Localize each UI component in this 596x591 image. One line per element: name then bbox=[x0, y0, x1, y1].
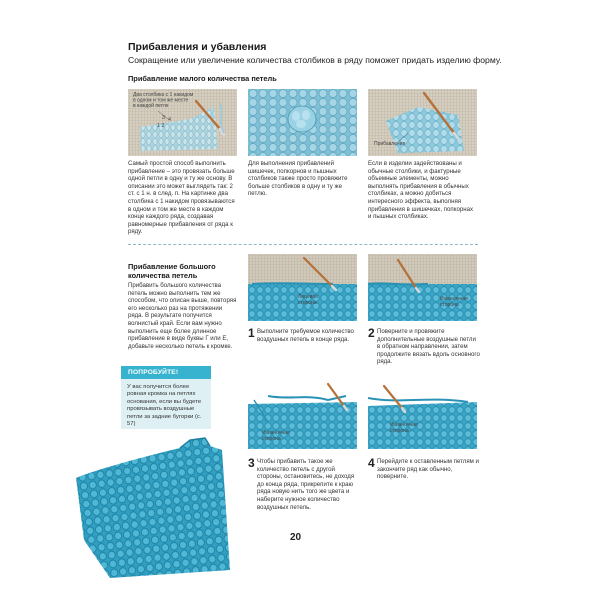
photo6-label-line-1: Изнаночная bbox=[262, 430, 290, 436]
tip-title: ПОПРОБУЙТЕ! bbox=[121, 366, 211, 379]
photo1-label-line-2: в одном и том же месте bbox=[133, 97, 189, 104]
photo-step-4 bbox=[368, 382, 477, 449]
step-3-text: Чтобы прибавить такое же количество петель с другой стороны, остановитесь, не доходя до конца ряда, прикрепите к краю ряда новую нить того же цвета и наберите нужное количество воздушных петель. bbox=[257, 458, 355, 511]
step-1 bbox=[248, 328, 360, 343]
page-heading: Прибавления и убавления bbox=[128, 41, 267, 53]
svg-text:4: 4 bbox=[168, 117, 171, 123]
lead-paragraph: Сокращение или увеличение количества столбиков в ряду поможет придать изделию форму. bbox=[128, 55, 502, 65]
step-2-number: 2 bbox=[368, 326, 375, 340]
step-4-text: Перейдите к оставленным петлям и закончите ряд как обычно, поверните. bbox=[377, 458, 479, 481]
photo5-label-line-2: сторона bbox=[440, 302, 459, 308]
photo4-label-line-1: Лицевая bbox=[298, 294, 318, 300]
step-1-number: 1 bbox=[248, 326, 255, 340]
step-4-number: 4 bbox=[368, 456, 375, 470]
section1-column-3: Если в изделии задействованы и обычные столбики, и фактурные объемные элементы, можно выполнять прибавления в обычных столбиках, а можно добиться интересного эффекта, выполняя прибавления в шишечках, попкорнах и пышных столбиках. bbox=[368, 160, 474, 221]
photo-step-1 bbox=[248, 254, 357, 321]
step-2 bbox=[368, 328, 480, 366]
section1-column-1: Самый простой способ выполнить прибавление – это провязать больше одной петли в одну и ту же основу. В описании это может выглядеть так: 2 ст. с 1 н. в след. п. На картинке два столбика с 1 накидом провязываются в одном и том же месте в каждом конце каждого ряда, создавая равномерные прибавления от ряда к ряду. bbox=[128, 160, 235, 236]
photo-textured-increase bbox=[368, 89, 477, 156]
photo7-label-line-2: сторона bbox=[390, 428, 409, 434]
step-3 bbox=[248, 458, 360, 511]
step-2-text: Поверните и провяжите дополнительные воздушные петли в обратном направлении, затем продолжите вязать вдоль основного ряда. bbox=[377, 328, 480, 366]
photo-step-2 bbox=[368, 254, 477, 321]
svg-text:3: 3 bbox=[162, 115, 165, 121]
section1-title: Прибавление малого количества петель bbox=[128, 74, 277, 83]
photo1-label-line-3: в каждой петле bbox=[133, 103, 169, 109]
section2-intro: Прибавить большого количества петель можно выполнить тем же способом, что описан выше, повторяя его несколько раз на протяжении ряда. В результате получится волнистый край. Если вам нужно выполнить еще более длинное прибавление в виде буквы Г или Е, добавьте несколько петель к кромке. bbox=[128, 282, 237, 350]
step-1-text: Выполните требуемое количество воздушных петель в конце ряда. bbox=[257, 328, 354, 343]
section-divider bbox=[128, 244, 478, 245]
page-number: 20 bbox=[290, 532, 302, 543]
tip-text: У вас получится более ровная кромка на петлях основания, если вы будете провязывать воздушные петли за задние бугорки (с. 57) bbox=[127, 384, 202, 428]
step-4 bbox=[368, 458, 480, 481]
step-3-number: 3 bbox=[248, 456, 255, 470]
photo5-label-line-1: Изнаночная bbox=[440, 296, 468, 302]
photo7-label-line-1: Изнаночная bbox=[390, 422, 418, 428]
photo3-label: Прибавления bbox=[374, 141, 406, 147]
photo1-label-line-1: Два столбика с 1 накидом bbox=[133, 92, 194, 98]
photo6-label-line-2: сторона bbox=[262, 436, 281, 442]
photo-bobble-increase bbox=[248, 89, 357, 156]
knitted-swatch-photo bbox=[70, 420, 235, 580]
photo-small-increase-1 bbox=[128, 89, 237, 156]
svg-text:1 2: 1 2 bbox=[157, 123, 165, 129]
section2-title: Прибавление большого количества петель bbox=[128, 262, 216, 280]
photo4-label-line-2: сторона bbox=[298, 300, 317, 306]
photo-step-3 bbox=[248, 382, 357, 449]
section1-column-2: Для выполнения прибавлений шишечек, попкорнов и пышных столбиков также просто провяжите больше столбиков в одну и ту же петлю. bbox=[248, 160, 348, 198]
